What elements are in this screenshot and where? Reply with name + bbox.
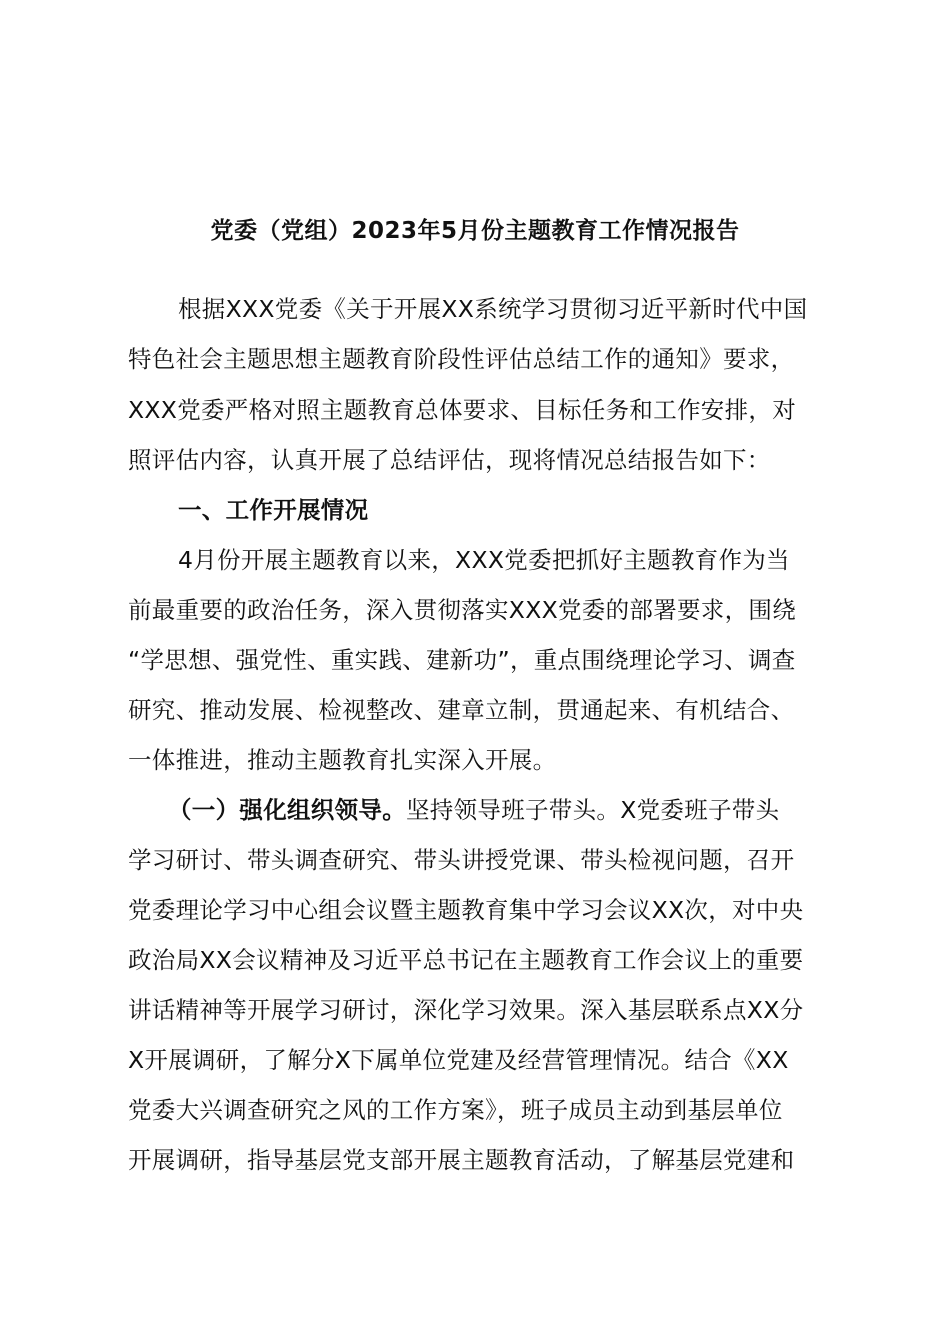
paragraph-line: 前最重要的政治任务，深入贯彻落实XXX党委的部署要求，围绕 xyxy=(128,596,796,624)
subsection-heading: （一）强化组织领导。 xyxy=(168,796,406,824)
paragraph-line: 党委大兴调查研究之风的工作方案》，班子成员主动到基层单位 xyxy=(128,1096,783,1124)
section-heading: 一、工作开展情况 xyxy=(178,496,369,524)
paragraph-line: 根据XXX党委《关于开展XX系统学习贯彻习近平新时代中国 xyxy=(178,295,808,323)
paragraph-line: 讲话精神等开展学习研讨，深化学习效果。深入基层联系点XX分 xyxy=(128,996,804,1024)
paragraph-line: 照评估内容，认真开展了总结评估，现将情况总结报告如下： xyxy=(128,446,771,474)
document-title: 党委（党组）2023年5月份主题教育工作情况报告 xyxy=(210,218,740,244)
paragraph-line: 研究、推动发展、检视整改、建章立制，贯通起来、有机结合、 xyxy=(128,696,795,724)
subsection-text: 坚持领导班子带头。X党委班子带头 xyxy=(406,796,780,824)
paragraph-line: “学思想、强党性、重实践、建新功”，重点围绕理论学习、调查 xyxy=(128,646,796,674)
paragraph-line: X开展调研，了解分X下属单位党建及经营管理情况。结合《XX xyxy=(128,1046,789,1074)
paragraph-line: 政治局XX会议精神及习近平总书记在主题教育工作会议上的重要 xyxy=(128,946,804,974)
paragraph-line: 党委理论学习中心组会议暨主题教育集中学习会议XX次，对中央 xyxy=(128,896,804,924)
paragraph-line: 开展调研，指导基层党支部开展主题教育活动，了解基层党建和 xyxy=(128,1146,795,1174)
paragraph-line: 一体推进，推动主题教育扎实深入开展。 xyxy=(128,746,557,774)
paragraph-line: 学习研讨、带头调查研究、带头讲授党课、带头检视问题，召开 xyxy=(128,846,795,874)
paragraph-line: 4月份开展主题教育以来，XXX党委把抓好主题教育作为当 xyxy=(178,546,790,574)
paragraph-line: 特色社会主题思想主题教育阶段性评估总结工作的通知》要求， xyxy=(128,345,795,373)
subsection-first-line xyxy=(168,791,779,825)
paragraph-line: XXX党委严格对照主题教育总体要求、目标任务和工作安排，对 xyxy=(128,396,796,424)
